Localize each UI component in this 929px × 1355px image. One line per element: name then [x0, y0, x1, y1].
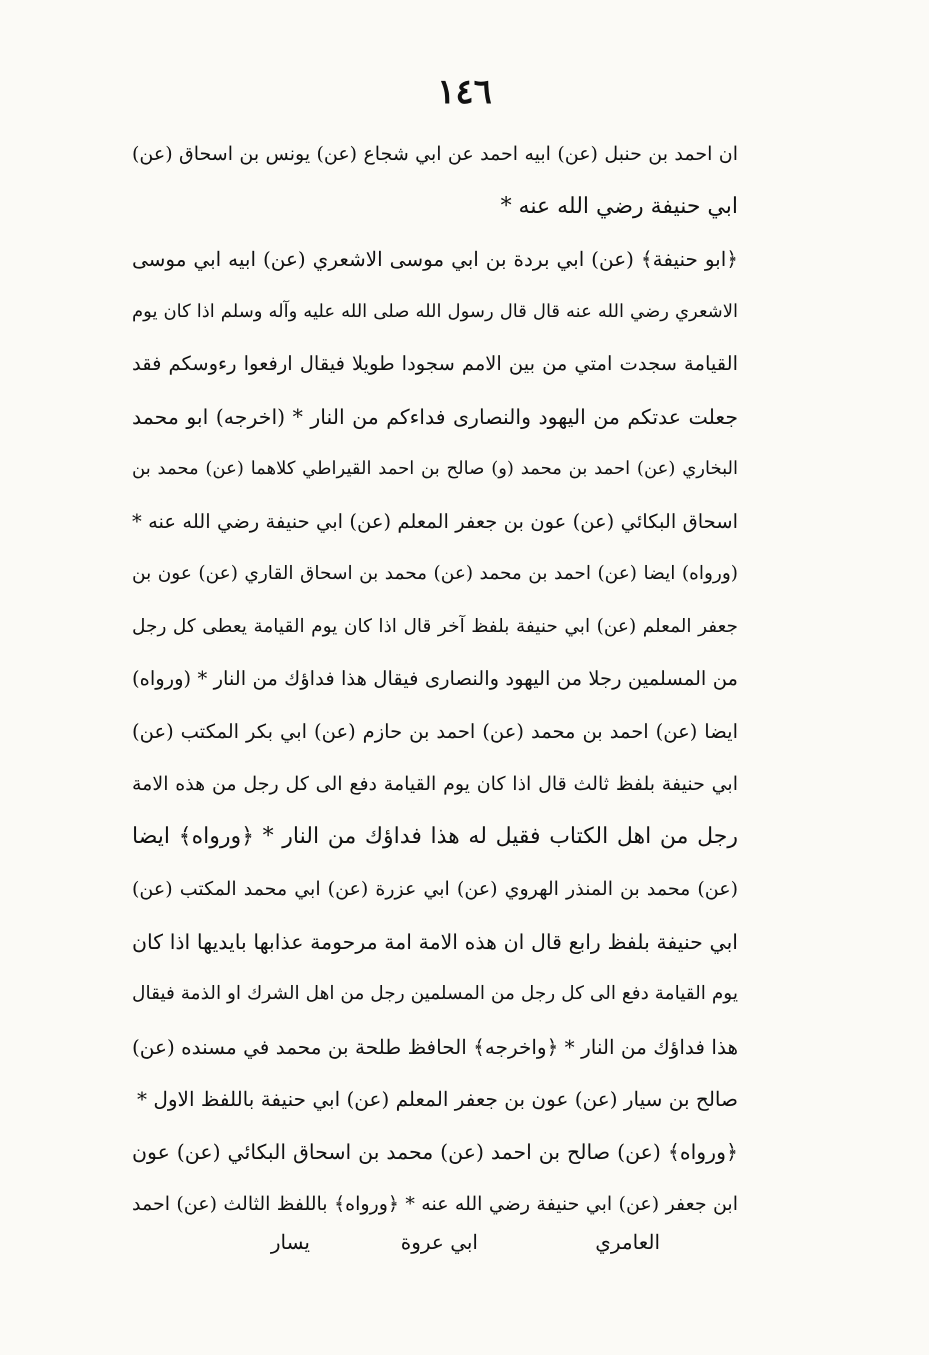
text-line: من المسلمين رجلا من اليهود والنصارى فيقال هذا فداؤك من النار * (ورواه): [132, 667, 738, 690]
text-line: الاشعري رضي الله عنه قال قال رسول الله صلى الله عليه وآله وسلم اذا كان يوم: [132, 300, 738, 322]
footnote: العامري: [595, 1230, 660, 1254]
footnote: يسار: [270, 1230, 310, 1254]
text-line: ابي حنيفة بلفظ رابع قال ان هذه الامة امة مرحومة عذابها بايديها اذا كان: [132, 929, 738, 954]
text-line: ﴿ابو حنيفة﴾ (عن) ابي بردة بن ابي موسى الاشعري (عن) ابيه ابي موسى: [132, 247, 738, 271]
text-line: صالح بن سيار (عن) عون بن جعفر المعلم (عن) ابي حنيفة باللفظ الاول *: [137, 1087, 738, 1111]
text-line: القيامة سجدت امتي من بين الامم سجودا طويلا فيقال ارفعوا رءوسكم فقد: [132, 352, 738, 375]
text-line: البخاري (عن) احمد بن محمد (و) صالح بن احمد القيراطي كلاهما (عن) محمد بن: [132, 458, 738, 479]
text-line: رجل من اهل الكتاب فقيل له هذا فداؤك من النار * ﴿ورواه﴾ ايضا: [132, 823, 738, 849]
text-line: جعفر المعلم (عن) ابي حنيفة بلفظ آخر قال اذا كان يوم القيامة يعطى كل رجل: [132, 615, 738, 637]
text-line: اسحاق البكائي (عن) عون بن جعفر المعلم (عن) ابي حنيفة رضي الله عنه *: [132, 509, 738, 533]
text-line: يوم القيامة دفع الى كل رجل من المسلمين رجل من اهل الشرك او الذمة فيقال: [132, 983, 738, 1004]
footnotes: [240, 1222, 660, 1272]
page-number: ١٤٦: [437, 72, 492, 112]
text-line: هذا فداؤك من النار * ﴿واخرجه﴾ الحافظ طلحة بن محمد في مسنده (عن): [132, 1034, 738, 1059]
text-line: جعلت عدتكم من اليهود والنصارى فداءكم من النار * (اخرجه) ابو محمد: [132, 404, 738, 429]
text-body: [132, 128, 738, 1231]
text-line: ابن جعفر (عن) ابي حنيفة رضي الله عنه * ﴿ورواه﴾ باللفظ الثالث (عن) احمد: [132, 1193, 738, 1215]
text-line: (ورواه) ايضا (عن) احمد بن محمد (عن) محمد بن اسحاق القاري (عن) عون بن: [132, 563, 738, 584]
text-line: ان احمد بن حنبل (عن) ابيه احمد عن ابي شجاع (عن) يونس بن اسحاق (عن): [132, 143, 738, 165]
text-line: ابي حنيفة رضي الله عنه *: [500, 193, 738, 219]
footnote: ابي عروة: [400, 1230, 478, 1254]
text-line: ابي حنيفة بلفظ ثالث قال اذا كان يوم القيامة دفع الى كل رجل من هذه الامة: [132, 773, 738, 795]
text-line: (عن) محمد بن المنذر الهروي (عن) ابي عزرة (عن) ابي محمد المكتب (عن): [132, 878, 738, 900]
text-line: ﴿ورواه﴾ (عن) صالح بن احمد (عن) محمد بن اسحاق البكائي (عن) عون: [132, 1139, 738, 1164]
text-line: ايضا (عن) احمد بن محمد (عن) احمد بن حازم (عن) ابي بكر المكتب (عن): [132, 719, 738, 743]
